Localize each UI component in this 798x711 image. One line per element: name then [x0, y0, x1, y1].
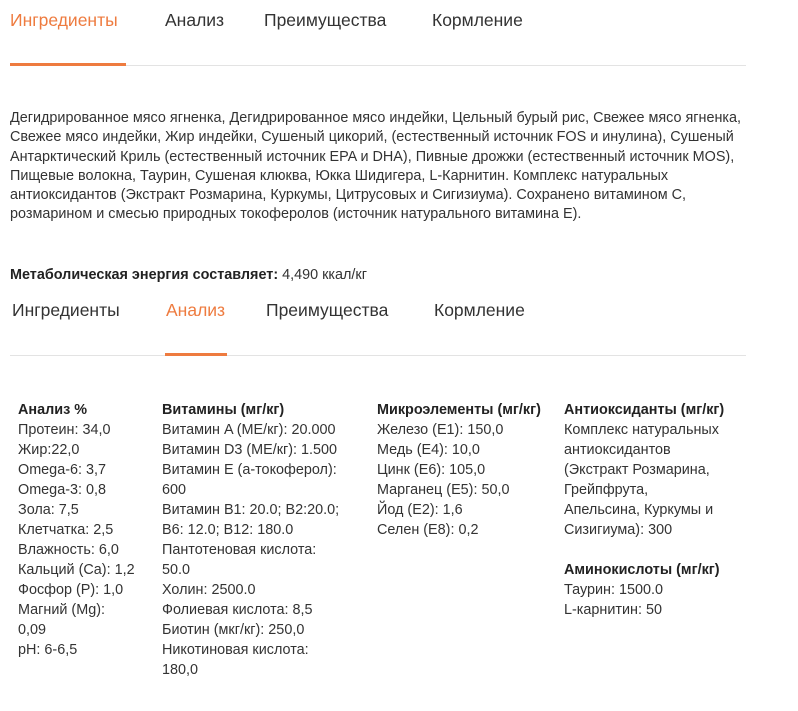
analysis-item: Протеин: 34,0 — [18, 422, 111, 438]
analysis-item: 0,09 — [18, 622, 47, 638]
vitamin-item: Никотиновая кислота: — [162, 642, 309, 658]
analysis-item: Кальций (Ca): 1,2 — [18, 562, 135, 578]
tab-analysis[interactable]: Анализ — [166, 300, 226, 320]
active-tab-indicator — [10, 63, 126, 66]
antioxidant-item: Сизигиума): 300 — [564, 522, 673, 538]
analysis-item: Клетчатка: 2,5 — [18, 522, 114, 538]
analysis-heading: Анализ % — [18, 402, 88, 418]
antioxidant-item: (Экстракт Розмарина, — [564, 462, 710, 478]
microelement-item: Йод (E2): 1,6 — [377, 502, 463, 518]
tab-analysis[interactable]: Анализ — [165, 10, 225, 30]
vitamin-item: Биотин (мкг/кг): 250,0 — [162, 622, 305, 638]
ingredients-text: Дегидрированное мясо ягненка, Дегидрированное мясо индейки, Цельный бурый рис, Свежее мясо ягненка, Свежее мясо индейки, Жир индейки, Сушеный цикорий, (естественный источник FOS и инулина), Сушеный Антарктический Криль (естественный источник EPA и DHA), Пивные дрожжи (естественный источник MOS), Пищевые волокна, Таурин, Сушеная клюква, Юкка Шидигера, L-Карнитин. Комплекс натуральных антиоксидантов (Экстракт Розмарина, Куркумы, Цитрусовых и Сигизиума). Сохранено витамином С, розмарином и смесью природных токоферолов (источник натурального витамина Е). — [10, 110, 742, 223]
microelements-column — [377, 400, 541, 540]
antioxidants-heading: Антиоксиданты (мг/кг) — [564, 402, 725, 418]
antioxidant-item: Комплекс натуральных — [564, 422, 719, 438]
analysis-column — [18, 400, 135, 660]
active-tab-indicator — [165, 353, 227, 356]
antioxidant-item: антиоксидантов — [564, 442, 671, 458]
vitamin-item: Витамин E (а-токоферол): — [162, 462, 337, 478]
antioxidants-column — [564, 400, 724, 620]
analysis-item: Фосфор (P): 1,0 — [18, 582, 124, 598]
antioxidant-item: Грейпфрута, — [564, 482, 649, 498]
vitamins-column — [162, 400, 339, 680]
tab-feeding[interactable]: Кормление — [432, 10, 523, 30]
vitamin-item: Витамин D3 (МЕ/кг): 1.500 — [162, 442, 338, 458]
tabs-divider — [10, 355, 746, 356]
microelement-item: Медь (E4): 10,0 — [377, 442, 480, 458]
vitamins-heading: Витамины (мг/кг) — [162, 402, 285, 418]
antioxidant-item: Апельсина, Куркумы и — [564, 502, 714, 518]
vitamin-item: Фолиевая кислота: 8,5 — [162, 602, 313, 618]
analysis-item: Omega-6: 3,7 — [18, 462, 106, 478]
analysis-item: Влажность: 6,0 — [18, 542, 119, 558]
vitamin-item: Витамин A (МЕ/кг): 20.000 — [162, 422, 336, 438]
tabs-top — [0, 0, 746, 66]
vitamin-item: Витамин B1: 20.0; B2:20.0; — [162, 502, 340, 518]
microelement-item: Железо (E1): 150,0 — [377, 422, 504, 438]
analysis-item: pH: 6-6,5 — [18, 642, 78, 658]
analysis-item: Зола: 7,5 — [18, 502, 79, 518]
amino-item: Таурин: 1500.0 — [564, 582, 664, 598]
vitamin-item: B6: 12.0; B12: 180.0 — [162, 522, 294, 538]
tab-benefits[interactable]: Преимущества — [266, 300, 389, 320]
vitamin-item: Пантотеновая кислота: — [162, 542, 317, 558]
tab-ingredients[interactable]: Ингредиенты — [10, 10, 118, 30]
vitamin-item: 50.0 — [162, 562, 191, 578]
energy-label: Метаболическая энергия составляет: — [10, 267, 279, 283]
microelement-item: Цинк (E6): 105,0 — [377, 462, 486, 478]
energy-value: 4,490 ккал/кг — [282, 267, 367, 283]
tab-feeding[interactable]: Кормление — [434, 300, 525, 320]
microelement-item: Марганец (E5): 50,0 — [377, 482, 510, 498]
vitamin-item: 180,0 — [162, 662, 199, 678]
analysis-item: Магний (Mg): — [18, 602, 105, 618]
tabs-second — [0, 290, 746, 356]
energy-line — [10, 267, 367, 283]
amino-heading: Аминокислоты (мг/кг) — [564, 562, 720, 578]
microelement-item: Селен (E8): 0,2 — [377, 522, 479, 538]
vitamin-item: Холин: 2500.0 — [162, 582, 256, 598]
microelements-heading: Микроэлементы (мг/кг) — [377, 402, 541, 418]
tab-benefits[interactable]: Преимущества — [264, 10, 387, 30]
analysis-item: Omega-3: 0,8 — [18, 482, 106, 498]
vitamin-item: 600 — [162, 482, 187, 498]
amino-item: L-карнитин: 50 — [564, 602, 662, 618]
analysis-item: Жир:22,0 — [18, 442, 80, 458]
tab-ingredients[interactable]: Ингредиенты — [12, 300, 120, 320]
